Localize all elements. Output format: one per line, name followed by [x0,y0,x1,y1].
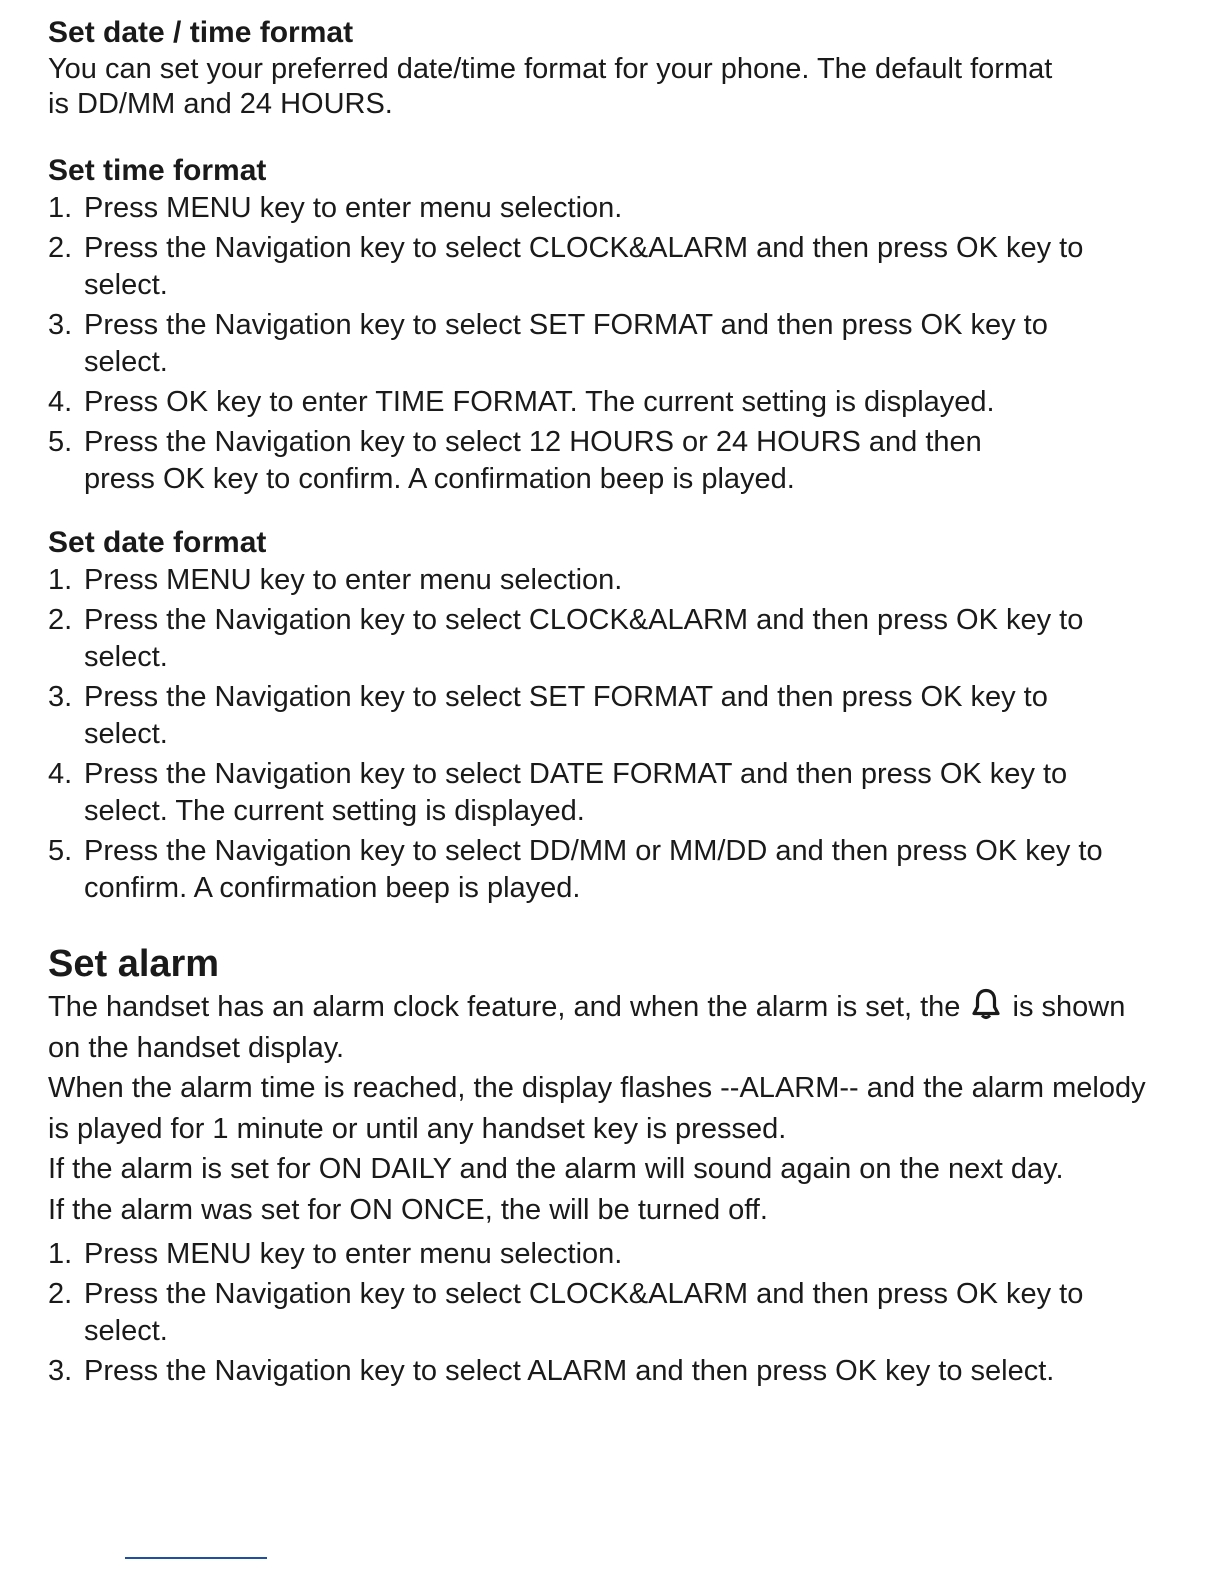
step-number: 2. [48,1278,73,1310]
bell-icon [970,987,1002,1021]
step-number: 3. [48,681,73,713]
step-number: 5. [48,835,73,867]
alarm-paragraph-4: If the alarm was set for ON ONCE, the will be turned off. [48,1193,768,1226]
step-text: Press the Navigation key to select DATE FORMAT and then press OK key to select. The current setting is displayed. [84,758,1068,827]
list-item [48,833,1148,907]
step-number: 5. [48,426,73,458]
section-heading-date-time-format: Set date / time format [48,16,354,49]
list-item [48,602,1128,676]
step-text: Press MENU key to enter menu selection. [84,1238,623,1270]
list-item [48,384,1128,421]
alarm-intro-after: is shown on the handset display. [48,991,1126,1064]
step-text: Press the Navigation key to select CLOCK&ALARM and then press OK key to select. [84,1278,1084,1347]
step-number: 1. [48,192,73,224]
step-text: Press OK key to enter TIME FORMAT. The current setting is displayed. [84,386,995,418]
step-text: Press the Navigation key to select CLOCK&ALARM and then press OK key to select. [84,604,1084,673]
step-number: 1. [48,564,73,596]
step-number: 4. [48,758,73,790]
list-item [48,1236,1188,1273]
step-number: 2. [48,232,73,264]
step-text: Press the Navigation key to select DD/MM or MM/DD and then press OK key to confirm. A confirmation beep is played. [84,835,1103,904]
step-text: Press MENU key to enter menu selection. [84,192,623,224]
date-time-format-intro: You can set your preferred date/time format for your phone. The default format is DD/MM and 24 HOURS. [48,53,1053,120]
step-number: 4. [48,386,73,418]
section-heading-alarm: Set alarm [48,943,220,985]
list-item [48,1276,1128,1350]
list-item [48,307,1128,381]
step-number: 1. [48,1238,73,1270]
alarm-intro-before: The handset has an alarm clock feature, and when the alarm is set, the [48,991,961,1023]
step-text: Press MENU key to enter menu selection. [84,564,623,596]
alarm-paragraph-2: When the alarm time is reached, the display flashes --ALARM-- and the alarm melody is played for 1 minute or until any handset key is pressed. [48,1072,1146,1145]
list-item [48,230,1128,304]
list-item [48,562,1148,599]
list-item [48,1353,1188,1390]
list-item [48,679,1128,753]
step-text: Press the Navigation key to select 12 HOURS or 24 HOURS and then press OK key to confirm. A confirmation beep is played. [84,426,982,495]
list-item [48,424,1038,498]
date-format-steps [48,562,1148,907]
step-text: Press the Navigation key to select SET FORMAT and then press OK key to select. [84,309,1048,378]
alarm-intro [48,987,1158,1068]
list-item [48,756,1148,830]
time-format-steps [48,190,1128,498]
step-text: Press the Navigation key to select CLOCK&ALARM and then press OK key to select. [84,232,1084,301]
list-item [48,190,1128,227]
step-text: Press the Navigation key to select ALARM and then press OK key to select. [84,1355,1055,1387]
section-heading-date-format: Set date format [48,526,267,559]
alarm-steps [48,1236,1188,1390]
section-heading-time-format: Set time format [48,154,267,187]
step-number: 3. [48,309,73,341]
manual-page [48,14,1198,1390]
alarm-paragraph-3: If the alarm is set for ON DAILY and the alarm will sound again on the next day. [48,1153,1064,1185]
step-text: Press the Navigation key to select SET FORMAT and then press OK key to select. [84,681,1048,750]
step-number: 2. [48,604,73,636]
footer-rule [125,1557,267,1559]
step-number: 3. [48,1355,73,1387]
